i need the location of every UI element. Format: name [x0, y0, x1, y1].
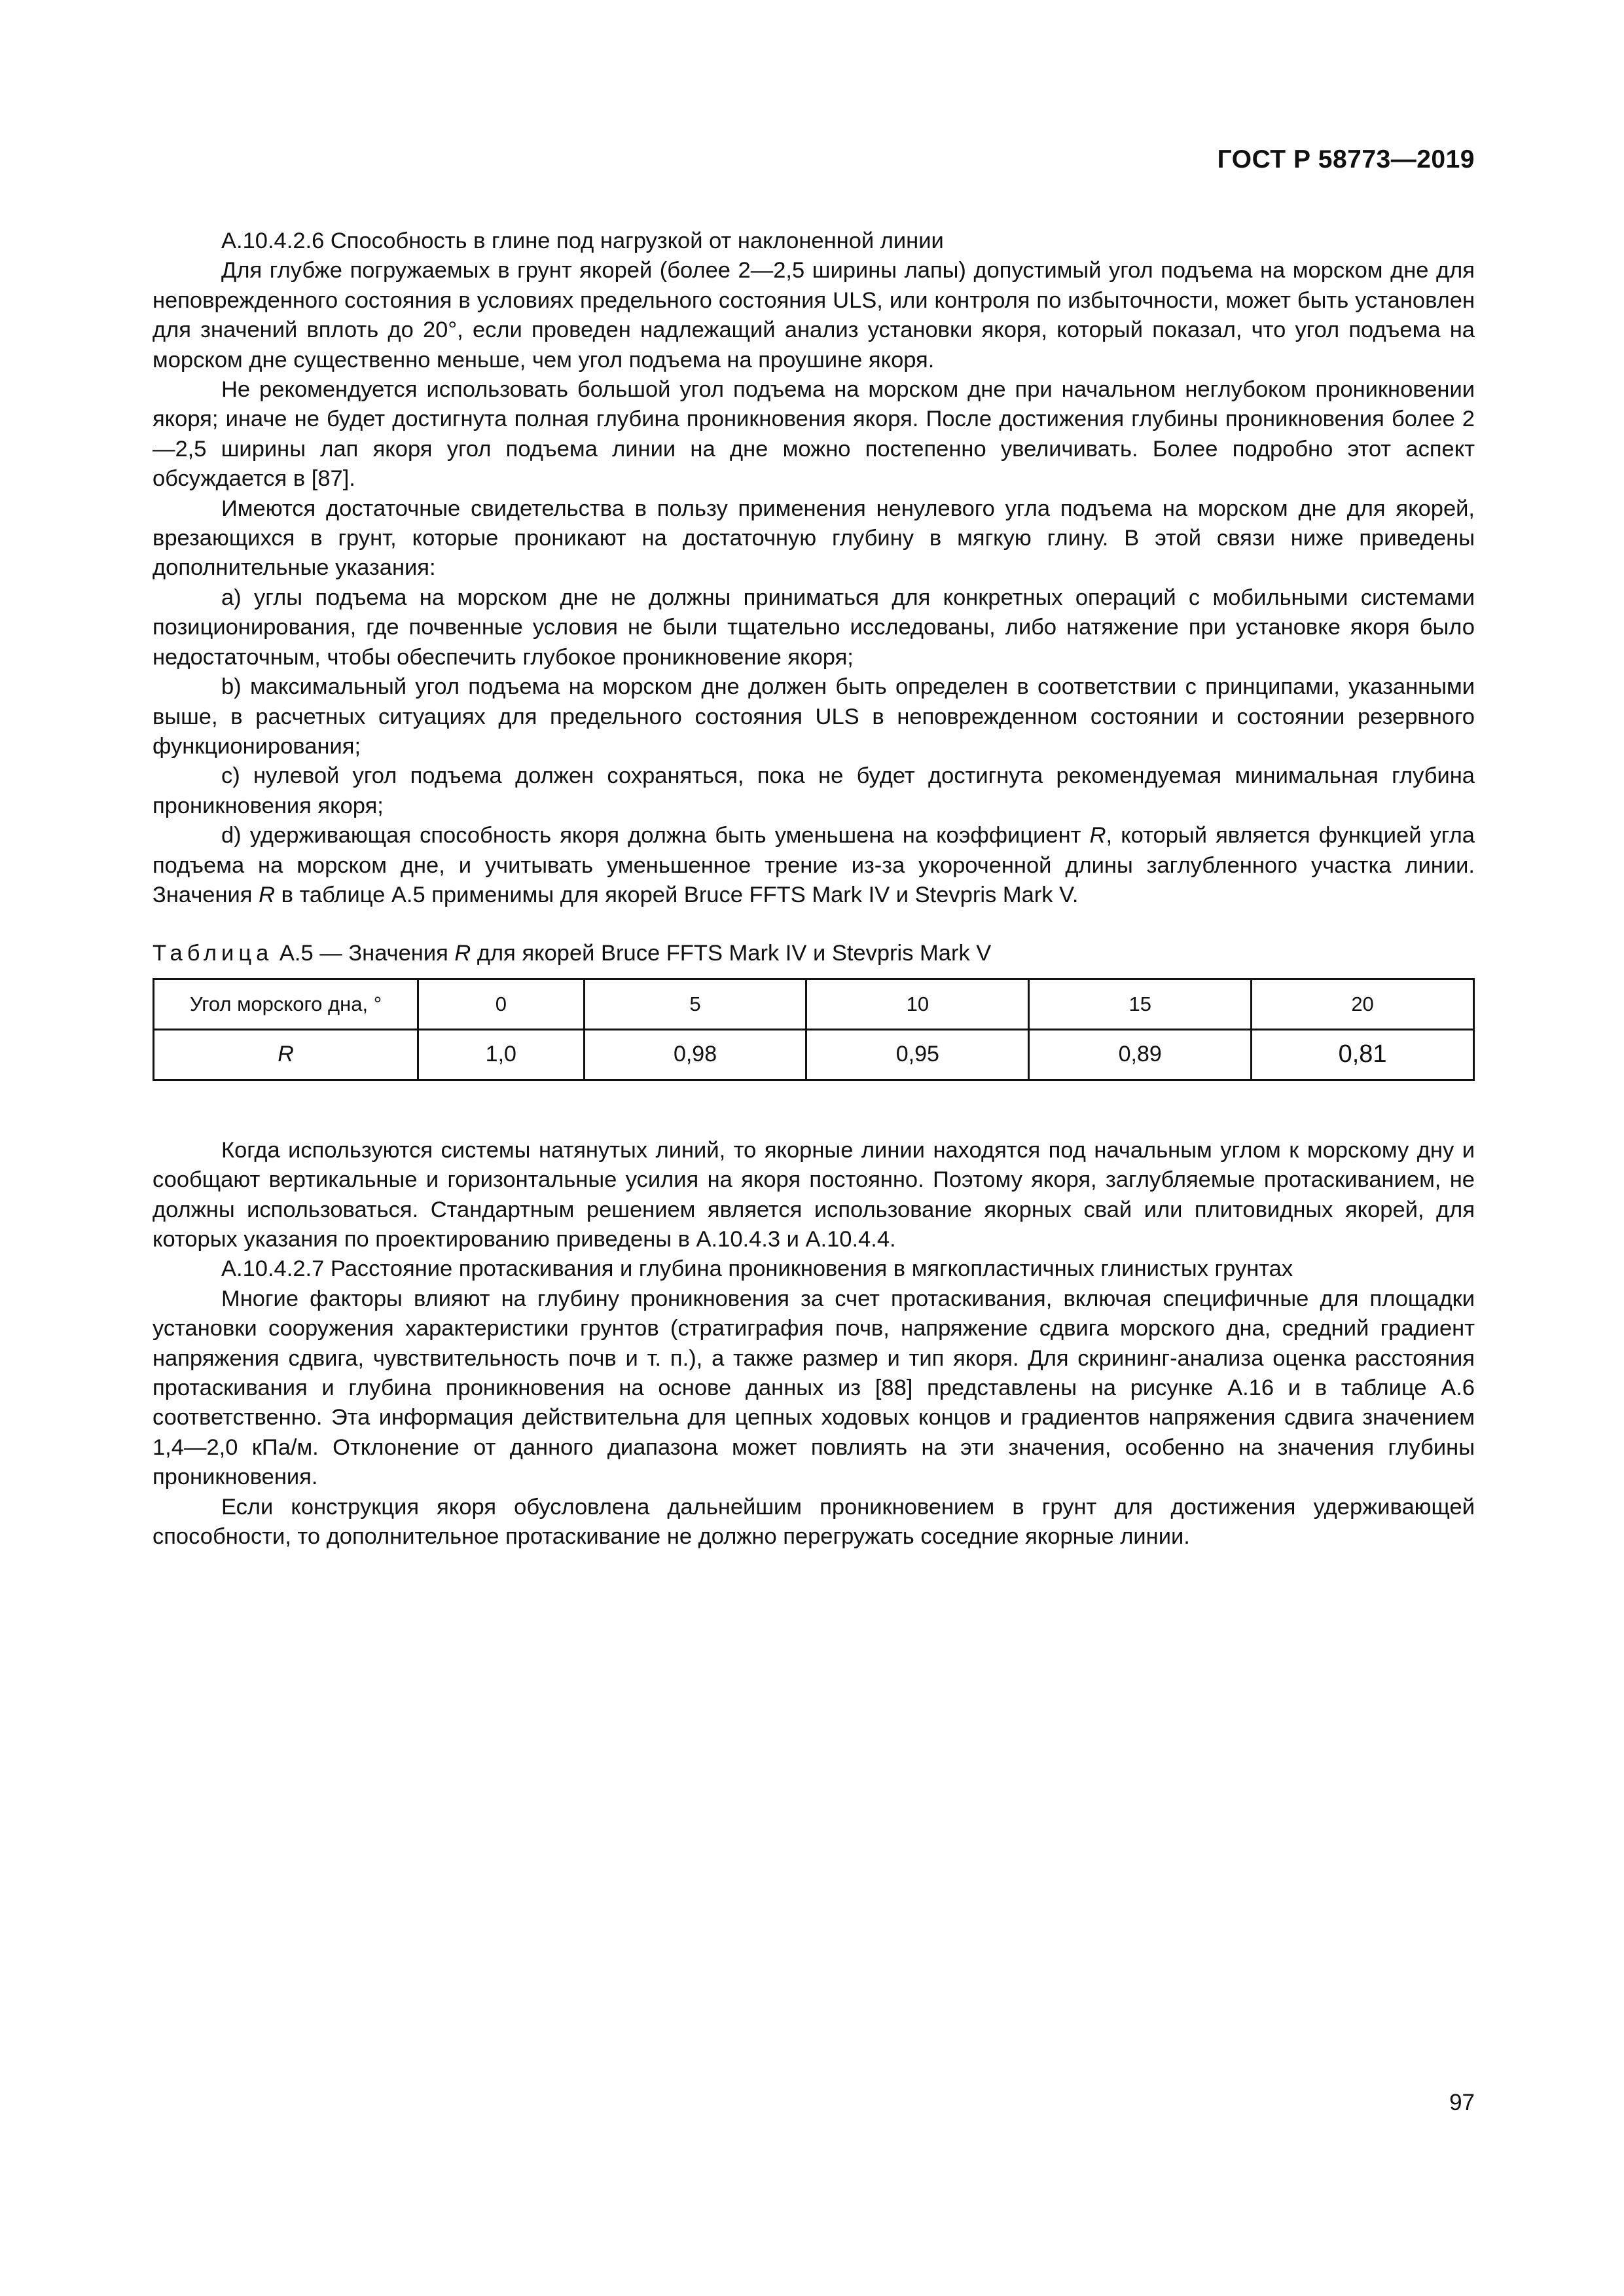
table-cell: 0,81 [1252, 1029, 1474, 1080]
list-item-a: a) углы подъема на морском дне не должны приниматься для конкретных операций с мобильными системами позиционирования, где почвенные условия не были тщательно исследованы, либо натяжение при установке якоря было недостаточным, чтобы обеспечить глубокое проникновение якоря; [153, 585, 1475, 670]
document-header-title: ГОСТ Р 58773—2019 [1217, 145, 1475, 173]
table-header-cell: 20 [1252, 979, 1474, 1029]
table-caption-label: Таблица [153, 941, 274, 966]
table-caption [153, 939, 1475, 968]
table-header-cell: 0 [418, 979, 585, 1029]
body-paragraph: Не рекомендуется использовать большой угол подъема на морском дне при начальном неглубоком проникновении якоря; иначе не будет достигнута полная глубина проникновения якоря. После достижения глубины проникновения более 2—2,5 ширины лап якоря угол подъема линии на дне можно постепенно увеличивать. Более подробно этот аспект обсуждается в [87]. [153, 377, 1475, 492]
page-number: 97 [1449, 2090, 1475, 2115]
section-heading-a10426: А.10.4.2.6 Способность в глине под нагрузкой от наклоненной линии [221, 228, 944, 253]
body-paragraph: Имеются достаточные свидетельства в пользу применения ненулевого угла подъема на морском дне для якорей, врезающихся в грунт, которые проникают на достаточную глубину в мягкую глину. В этой связи ниже приведены дополнительные указания: [153, 496, 1475, 581]
table-cell: 0,98 [584, 1029, 806, 1080]
variable-r: R [454, 941, 471, 966]
list-item-d [153, 821, 1475, 910]
table-header-label: Угол морского дна, ° [154, 979, 418, 1029]
body-paragraph: Для глубже погружаемых в грунт якорей (более 2—2,5 ширины лапы) допустимый угол подъема на морском дне для неповрежденного состояния в условиях предельного состояния ULS, или контроля по избыточности, может быть установлен для значений вплоть до 20°, если проведен надлежащий анализ установки якоря, который показал, что угол подъема на морском дне существенно меньше, чем угол подъема на проушине якоря. [153, 258, 1475, 373]
table-header-cell: 15 [1029, 979, 1252, 1029]
table-caption-text: для якорей Bruce FFTS Mark IV и Stevpris Mark V [471, 941, 992, 966]
list-item-d-text: d) удерживающая способность якоря должна быть уменьшена на коэффициент [221, 823, 1090, 848]
list-item-b: b) максимальный угол подъема на морском дне должен быть определен в соответствии с принципами, указанными выше, в расчетных ситуациях для предельного состояния ULS в неповрежденном состоянии и состоянии резервного функционирования; [153, 674, 1475, 759]
list-item-d-text: , который является функцией угла подъема на морском дне, и учитывать уменьшенное трение из-за укороченной длины заглубленного участка линии. Значения [153, 823, 1475, 907]
table-header-cell: 10 [806, 979, 1029, 1029]
table-row-label [154, 1029, 418, 1080]
table-header-cell: 5 [584, 979, 806, 1029]
variable-r: R [278, 1042, 294, 1067]
variable-r: R [259, 882, 275, 907]
list-item-d-text: в таблице А.5 применимы для якорей Bruce FFTS Mark IV и Stevpris Mark V. [275, 882, 1079, 907]
table-row [154, 1029, 1474, 1080]
table-header-row [154, 979, 1474, 1029]
table-cell: 0,95 [806, 1029, 1029, 1080]
table-cell: 1,0 [418, 1029, 585, 1080]
list-item-c: c) нулевой угол подъема должен сохраняться, пока не будет достигнута рекомендуемая минимальная глубина проникновения якоря; [153, 763, 1475, 818]
body-paragraph: Если конструкция якоря обусловлена дальнейшим проникновением в грунт для достижения удерживающей способности, то дополнительное протаскивание не должно перегружать соседние якорные линии. [153, 1494, 1475, 1550]
section-heading-a10427: А.10.4.2.7 Расстояние протаскивания и глубина проникновения в мягкопластичных глинистых грунтах [221, 1256, 1293, 1282]
body-paragraph: Когда используются системы натянутых линий, то якорные линии находятся под начальным углом к морскому дну и сообщают вертикальные и горизонтальные усилия на якоря постоянно. Поэтому якоря, заглубляемые протаскиванием, не должны использоваться. Стандартным решением является использование якорных свай или плитовидных якорей, для которых указания по проектированию приведены в А.10.4.3 и А.10.4.4. [153, 1137, 1475, 1252]
r-values-table [153, 978, 1475, 1081]
table-caption-text: А.5 — Значения [273, 941, 455, 966]
body-paragraph: Многие факторы влияют на глубину проникновения за счет протаскивания, включая специфичные для площадки установки сооружения характеристики грунтов (стратиграфия почв, напряжение сдвига морского дна, средний градиент напряжения сдвига, чувствительность почв и т. п.), а также размер и тип якоря. Для скрининг-анализа оценка расстояния протаскивания и глубина проникновения на основе данных из [88] представлены на рисунке А.16 и в таблице А.6 соответственно. Эта информация действительна для цепных ходовых концов и градиентов напряжения сдвига значением 1,4—2,0 кПа/м. Отклонение от данного диапазона может повлиять на эти значения, особенно на значения глубины проникновения. [153, 1286, 1475, 1490]
variable-r: R [1089, 823, 1106, 848]
table-cell: 0,89 [1029, 1029, 1252, 1080]
document-body [153, 227, 1475, 1552]
